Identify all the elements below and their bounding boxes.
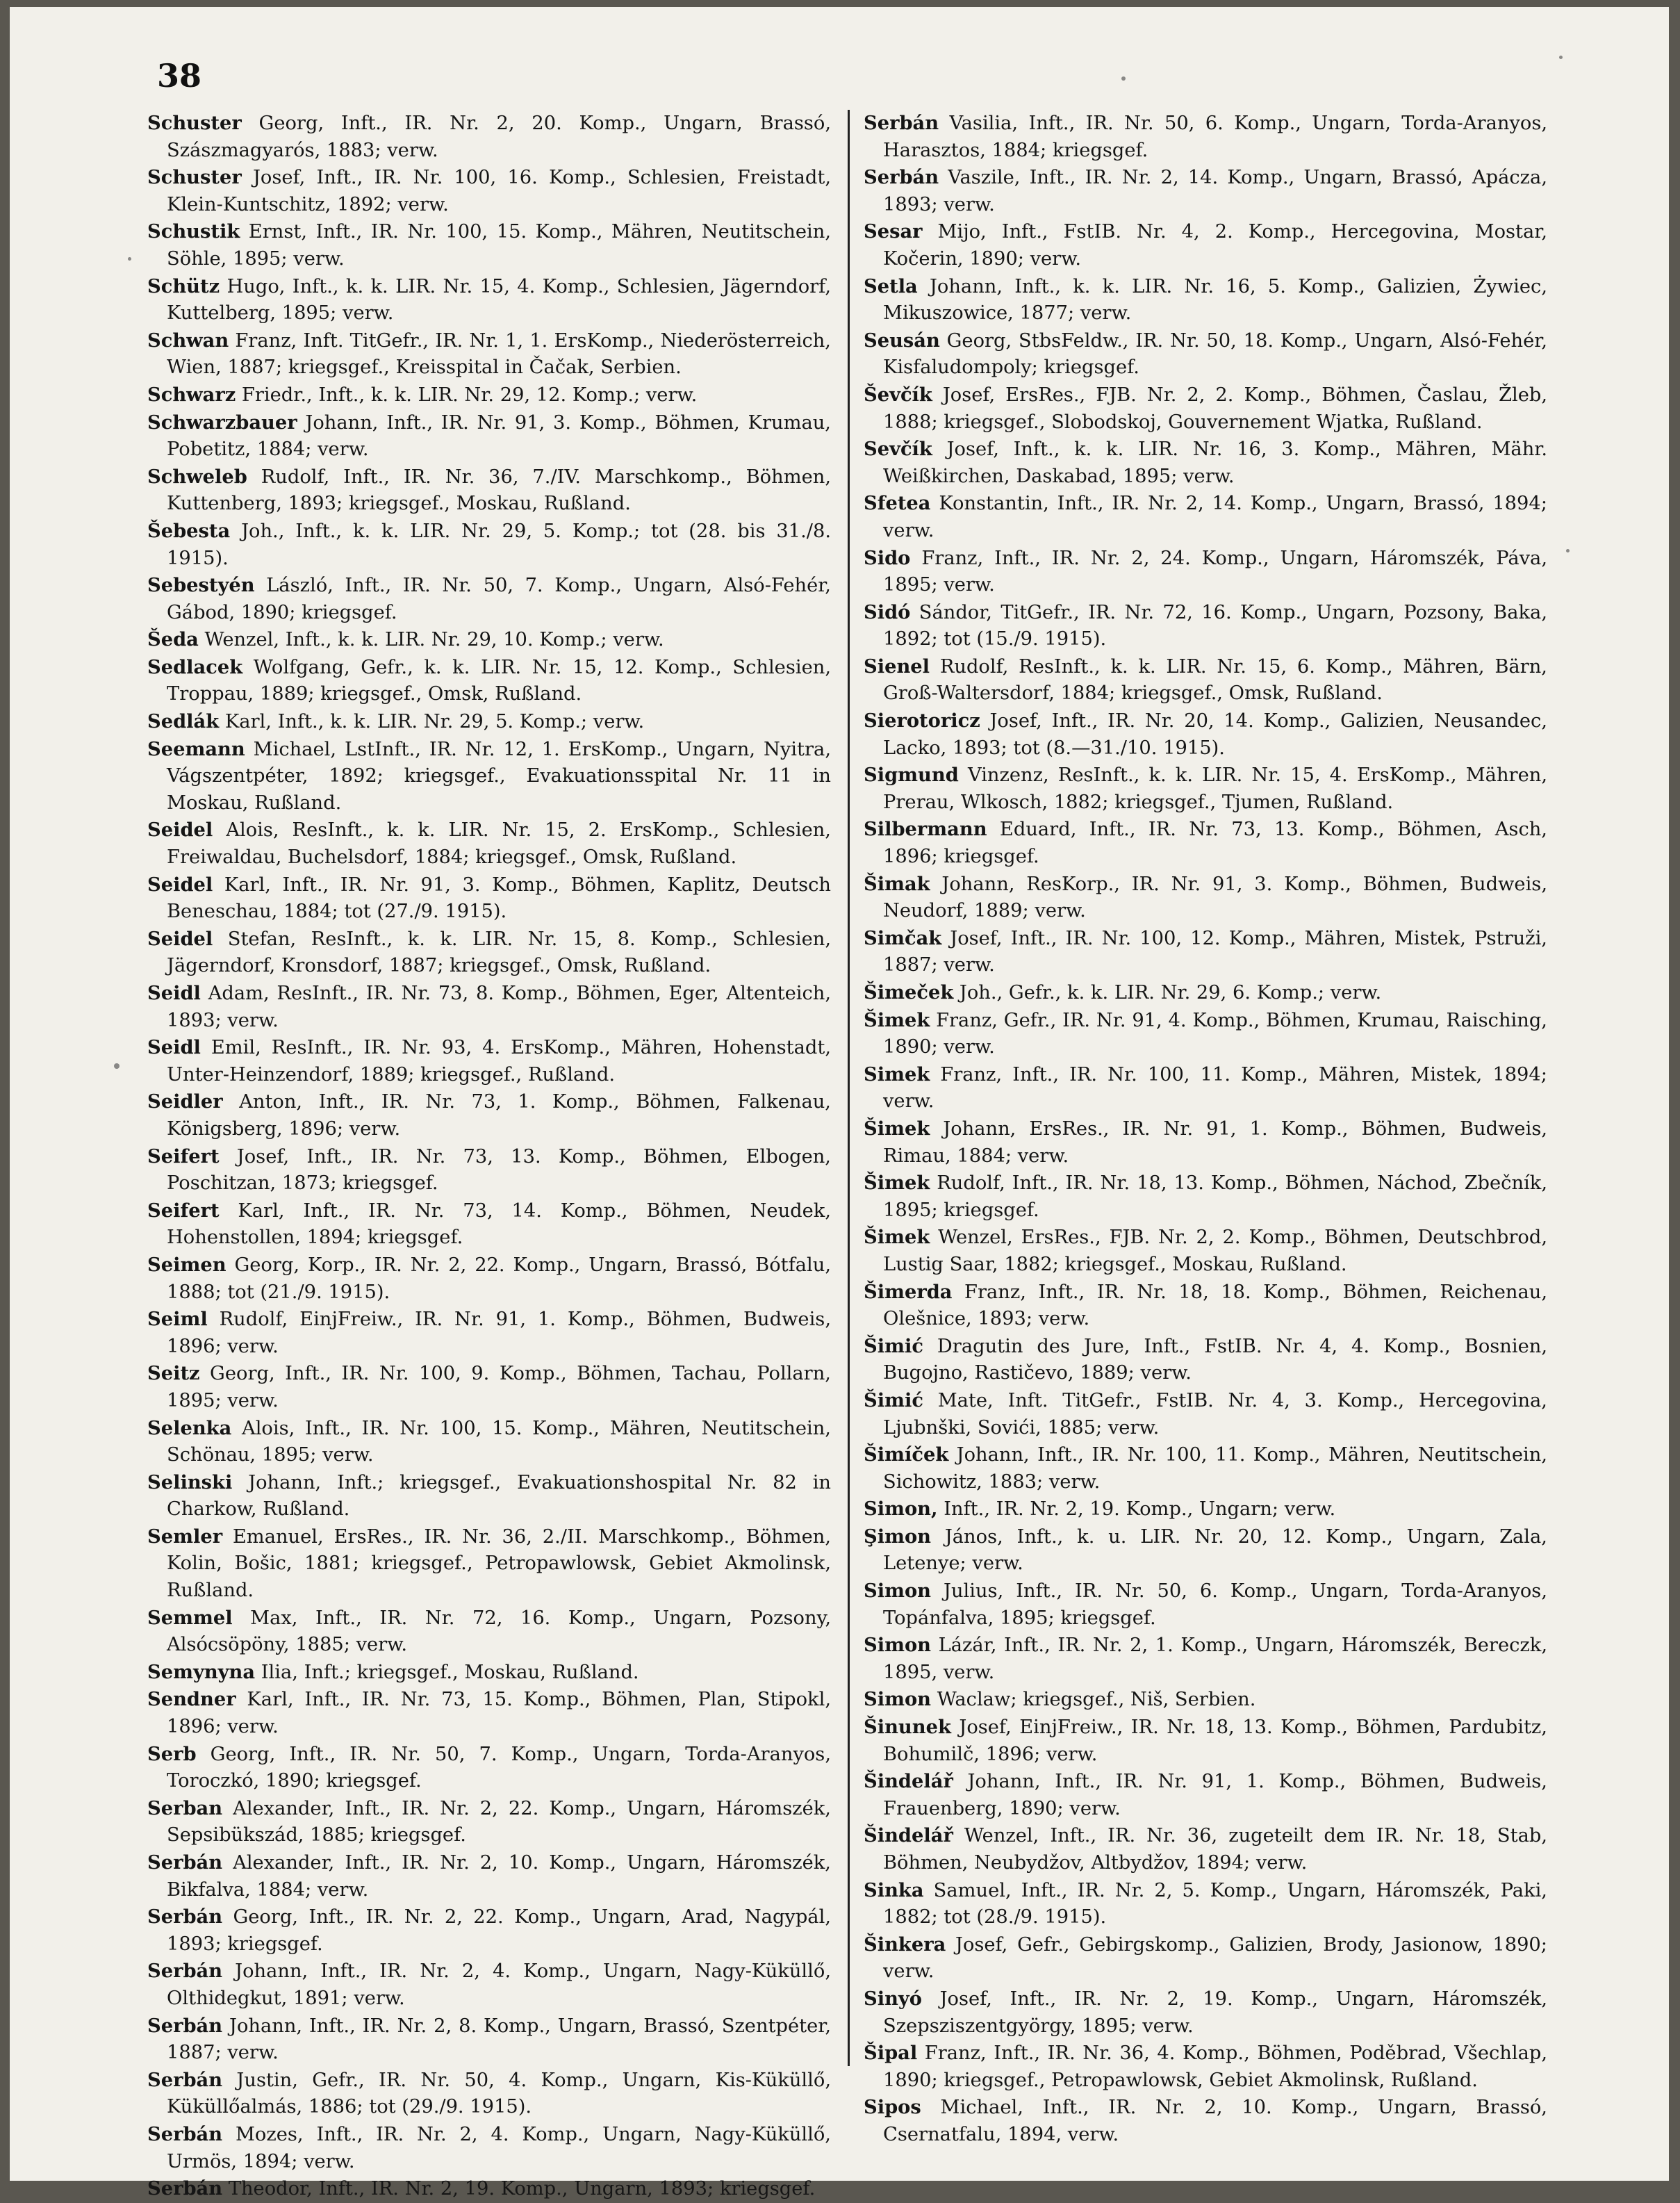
entry-details: Joh., Inft., k. k. LIR. Nr. 29, 5. Komp.; tot (28. bis 31./8. 1915). <box>167 520 831 569</box>
entry-details: Mozes, Inft., IR. Nr. 2, 4. Komp., Ungarn, Nagy-Küküllő, Urmös, 1894; verw. <box>167 2123 831 2172</box>
entry-details: Alexander, Inft., IR. Nr. 2, 10. Komp., Ungarn, Háromszék, Bikfalva, 1884; verw. <box>167 1852 831 1901</box>
entry-surname: Simon <box>864 1688 932 1711</box>
entry-surname: Šeda <box>147 628 199 651</box>
list-item <box>864 762 1547 816</box>
entry-surname: Semmel <box>147 1606 233 1629</box>
entry-surname: Seidel <box>147 927 213 950</box>
list-item <box>147 817 831 871</box>
entry-details: Johann, Inft., IR. Nr. 91, 3. Komp., Böhmen, Krumau, Pobetitz, 1884; verw. <box>167 411 831 461</box>
entry-details: Franz, Inft., IR. Nr. 2, 24. Komp., Ungarn, Háromszék, Páva, 1895; verw. <box>883 547 1547 596</box>
entry-surname: Šimić <box>864 1334 923 1357</box>
entry-details: Johann, Inft., IR. Nr. 2, 4. Komp., Ungarn, Nagy-Küküllő, Olthidegkut, 1891; verw. <box>167 1960 831 2009</box>
entry-details: János, Inft., k. u. LIR. Nr. 20, 12. Komp., Ungarn, Zala, Letenye; verw. <box>883 1525 1547 1575</box>
entry-surname: Sienel <box>864 655 930 678</box>
list-item <box>864 1441 1547 1496</box>
list-item <box>864 1931 1547 1985</box>
entry-details: Rudolf, Inft., IR. Nr. 18, 13. Komp., Böhmen, Náchod, Zbečník, 1895; kriegsgef. <box>883 1172 1547 1221</box>
entry-details: Johann, ErsRes., IR. Nr. 91, 1. Komp., Böhmen, Budweis, Rimau, 1884; verw. <box>883 1117 1547 1167</box>
entry-details: Johann, Inft., IR. Nr. 91, 1. Komp., Böhmen, Budweis, Frauenberg, 1890; verw. <box>883 1771 1547 1819</box>
list-item <box>147 218 831 272</box>
entry-details: Konstantin, Inft., IR. Nr. 2, 14. Komp., Ungarn, Brassó, 1894; verw. <box>883 493 1547 541</box>
entry-details: László, Inft., IR. Nr. 50, 7. Komp., Ungarn, Alsó-Fehér, Gábod, 1890; kriegsgef. <box>167 575 831 623</box>
entry-details: Adam, ResInft., IR. Nr. 73, 8. Komp., Böhmen, Eger, Altenteich, 1893; verw. <box>167 983 831 1031</box>
list-item <box>147 1360 831 1414</box>
list-item <box>147 2013 831 2067</box>
entry-details: Johann, Inft., IR. Nr. 2, 8. Komp., Ungarn, Brassó, Szentpéter, 1887; verw. <box>167 2015 831 2064</box>
entry-surname: Simčak <box>864 926 942 949</box>
list-item <box>864 1224 1547 1278</box>
entry-surname: Şimon <box>864 1525 932 1548</box>
list-item <box>864 382 1547 436</box>
entry-surname: Šimek <box>864 1008 930 1031</box>
entry-details: Wenzel, Inft., IR. Nr. 36, zugeteilt dem IR. Nr. 18, Stab, Böhmen, Neubydžov, Altbydžov, 1894; verw. <box>883 1825 1547 1874</box>
entry-details: Josef, Inft., IR. Nr. 20, 14. Komp., Galizien, Neusandec, Lacko, 1893; tot (8.—31./10. 1915). <box>883 710 1547 759</box>
entry-details: Justin, Gefr., IR. Nr. 50, 4. Komp., Ungarn, Kis-Küküllő, Küküllőalmás, 1886; tot (29./9. 1915). <box>167 2069 831 2118</box>
list-item <box>864 707 1547 762</box>
entry-surname: Schütz <box>147 275 220 297</box>
list-item <box>147 1605 831 1659</box>
entry-surname: Serbán <box>147 2014 223 2037</box>
entry-details: Wenzel, Inft., k. k. LIR. Nr. 29, 10. Komp.; verw. <box>198 629 664 651</box>
entry-surname: Serbán <box>147 2177 223 2200</box>
entry-details: Hugo, Inft., k. k. LIR. Nr. 15, 4. Komp., Schlesien, Jägerndorf, Kuttelberg, 1895; verw. <box>167 275 831 325</box>
list-item <box>864 1714 1547 1768</box>
entry-surname: Simek <box>864 1063 930 1086</box>
entry-surname: Seusán <box>864 329 940 352</box>
entry-surname: Selinski <box>147 1471 233 1493</box>
list-item <box>864 653 1547 707</box>
list-item <box>147 980 831 1034</box>
entry-surname: Simon, <box>864 1498 938 1521</box>
entry-details: Josef, ErsRes., FJB. Nr. 2, 2. Komp., Böhmen, Časlau, Žleb, 1888; kriegsgef., Slobodskoj, Gouvernement Wjatka, Rußland. <box>883 384 1547 433</box>
entry-surname: Sierotoricz <box>864 710 980 732</box>
entry-surname: Serbán <box>147 1851 223 1874</box>
entry-details: Karl, Inft., k. k. LIR. Nr. 29, 5. Komp.; verw. <box>219 711 645 733</box>
page-number: 38 <box>157 57 202 95</box>
entry-surname: Seemann <box>147 737 245 760</box>
list-item <box>147 327 831 382</box>
entry-details: Emil, ResInft., IR. Nr. 93, 4. ErsKomp., Mähren, Hohenstadt, Unter-Heinzendorf, 1889; kriegsgef., Rußland. <box>167 1037 831 1086</box>
list-item <box>147 572 831 626</box>
entry-details: Anton, Inft., IR. Nr. 73, 1. Komp., Böhmen, Falkenau, Königsberg, 1896; verw. <box>167 1091 831 1140</box>
list-item <box>147 464 831 518</box>
entry-details: Friedr., Inft., k. k. LIR. Nr. 29, 12. Komp.; verw. <box>236 384 698 406</box>
entry-details: Franz, Inft. TitGefr., IR. Nr. 1, 1. ErsKomp., Niederösterreich, Wien, 1887; kriegsgef., Kreisspital in Čačak, Serbien. <box>167 329 831 379</box>
left-column <box>147 110 831 2203</box>
entry-details: Franz, Inft., IR. Nr. 18, 18. Komp., Böhmen, Reichenau, Olešnice, 1893; verw. <box>883 1281 1547 1330</box>
entry-details: Johann, Inft., IR. Nr. 100, 11. Komp., Mähren, Neutitschein, Sichowitz, 1883; verw. <box>883 1444 1547 1493</box>
list-item <box>864 545 1547 599</box>
entry-surname: Sinka <box>864 1878 924 1901</box>
entry-surname: Serbán <box>864 166 939 189</box>
list-item <box>147 1795 831 1849</box>
entry-surname: Serban <box>147 1796 223 1819</box>
list-item <box>864 1007 1547 1061</box>
entry-details: Josef, Inft., IR. Nr. 100, 12. Komp., Mähren, Mistek, Pstruži, 1887; verw. <box>883 927 1547 976</box>
list-item <box>147 1958 831 2012</box>
entry-details: Max, Inft., IR. Nr. 72, 16. Komp., Ungarn, Pozsony, Alsócsöpöny, 1885; verw. <box>167 1607 831 1656</box>
entry-details: Michael, LstInft., IR. Nr. 12, 1. ErsKomp., Ungarn, Nyitra, Vágszentpéter, 1892; kriegsgef., Evakuationsspital Nr. 11 in Moskau, Rußland. <box>167 738 831 814</box>
entry-details: Ilia, Inft.; kriegsgef., Moskau, Rußland. <box>255 1661 639 1683</box>
entry-details: Wenzel, ErsRes., FJB. Nr. 2, 2. Komp., Böhmen, Deutschbrod, Lustig Saar, 1882; kriegsgef., Moskau, Rußland. <box>883 1227 1547 1275</box>
entry-details: Franz, Inft., IR. Nr. 100, 11. Komp., Mähren, Mistek, 1894; verw. <box>883 1063 1547 1113</box>
entry-surname: Šimek <box>864 1226 930 1249</box>
list-item <box>864 1578 1547 1632</box>
entry-details: Georg, Inft., IR. Nr. 50, 7. Komp., Ungarn, Torda-Aranyos, Toroczkó, 1890; kriegsgef. <box>167 1743 831 1792</box>
list-item <box>864 1822 1547 1876</box>
list-item <box>147 2067 831 2121</box>
entry-details: Rudolf, Inft., IR. Nr. 36, 7./IV. Marschkomp., Böhmen, Kuttenberg, 1893; kriegsgef., Moskau, Rußland. <box>167 466 831 515</box>
list-item <box>864 979 1547 1007</box>
entry-surname: Seidel <box>147 873 213 896</box>
list-item <box>147 1903 831 1958</box>
entry-surname: Šimić <box>864 1389 923 1411</box>
scan-speck <box>114 1063 120 1069</box>
entry-details: Johann, Inft.; kriegsgef., Evakuationshospital Nr. 82 in Charkow, Rußland. <box>167 1471 831 1521</box>
entry-details: Vasilia, Inft., IR. Nr. 50, 6. Komp., Ungarn, Torda-Aranyos, Harasztos, 1884; kriegsgef. <box>883 113 1547 161</box>
entry-details: Wolfgang, Gefr., k. k. LIR. Nr. 15, 12. Komp., Schlesien, Troppau, 1889; kriegsgef., Omsk, Rußland. <box>167 656 831 705</box>
entry-details: Alois, Inft., IR. Nr. 100, 15. Komp., Mähren, Neutitschein, Schönau, 1895; verw. <box>167 1417 831 1466</box>
entry-details: Josef, EinjFreiw., IR. Nr. 18, 13. Komp., Böhmen, Pardubitz, Bohumilč, 1896; verw. <box>883 1717 1547 1765</box>
entry-surname: Seitz <box>147 1362 200 1385</box>
entry-surname: Sinyó <box>864 1987 922 2010</box>
list-item <box>864 1768 1547 1822</box>
entry-details: Stefan, ResInft., k. k. LIR. Nr. 15, 8. Komp., Schlesien, Jägerndorf, Kronsdorf, 1887; kriegsgef., Omsk, Rußland. <box>167 928 831 977</box>
entry-surname: Sesar <box>864 220 923 243</box>
list-item <box>147 1659 831 1687</box>
entry-details: Karl, Inft., IR. Nr. 91, 3. Komp., Böhmen, Kaplitz, Deutsch Beneschau, 1884; tot (27./9. 1915). <box>167 874 831 923</box>
list-item <box>864 1985 1547 2040</box>
column-divider <box>848 110 850 2066</box>
list-item <box>864 925 1547 979</box>
scan-speck <box>1559 56 1563 59</box>
entry-surname: Sedlák <box>147 710 220 733</box>
entry-surname: Silbermann <box>864 818 987 841</box>
list-item <box>147 1523 831 1605</box>
entry-surname: Schustik <box>147 220 240 243</box>
entry-details: Rudolf, ResInft., k. k. LIR. Nr. 15, 6. Komp., Mähren, Bärn, Groß-Waltersdorf, 1884; kriegsgef., Omsk, Rußland. <box>883 655 1547 705</box>
entry-surname: Šimeček <box>864 981 954 1004</box>
entry-surname: Sipos <box>864 2096 921 2119</box>
list-item <box>864 110 1547 164</box>
list-item <box>864 1496 1547 1523</box>
list-item <box>147 871 831 926</box>
entry-details: Rudolf, EinjFreiw., IR. Nr. 91, 1. Komp., Böhmen, Budweis, 1896; verw. <box>167 1309 831 1357</box>
entry-surname: Sebestyén <box>147 574 255 597</box>
entry-details: Emanuel, ErsRes., IR. Nr. 36, 2./II. Marschkomp., Böhmen, Kolin, Bošic, 1881; kriegsgef., Petropawlowsk, Gebiet Akmolinsk, Rußland. <box>167 1525 831 1602</box>
list-item <box>147 736 831 817</box>
list-item <box>864 490 1547 544</box>
entry-details: Johann, ResKorp., IR. Nr. 91, 3. Komp., Böhmen, Budweis, Neudorf, 1889; verw. <box>883 873 1547 922</box>
list-item <box>864 273 1547 327</box>
entry-surname: Šinkera <box>864 1933 946 1956</box>
entry-details: Theodor, Inft., IR. Nr. 2, 19. Komp., Ungarn, 1893; kriegsgef. <box>222 2178 816 2200</box>
entry-surname: Semynyna <box>147 1660 256 1683</box>
entry-surname: Sedlacek <box>147 655 243 678</box>
entry-surname: Seifert <box>147 1145 220 1168</box>
entry-surname: Setla <box>864 275 918 297</box>
entry-surname: Šindelář <box>864 1770 953 1793</box>
entry-details: Julius, Inft., IR. Nr. 50, 6. Komp., Ungarn, Torda-Aranyos, Topánfalva, 1895; kriegsgef. <box>883 1580 1547 1629</box>
list-item <box>147 708 831 736</box>
list-item <box>147 1252 831 1306</box>
entry-surname: Serb <box>147 1742 197 1765</box>
entry-details: Mijo, Inft., FstIB. Nr. 4, 2. Komp., Hercegovina, Mostar, Kočerin, 1890; verw. <box>883 221 1547 270</box>
entry-surname: Seidler <box>147 1090 223 1113</box>
entry-details: Michael, Inft., IR. Nr. 2, 10. Komp., Ungarn, Brassó, Csernatfalu, 1894, verw. <box>883 2097 1547 2145</box>
list-item <box>864 599 1547 653</box>
entry-surname: Schwarz <box>147 383 236 406</box>
entry-surname: Šimíček <box>864 1443 949 1466</box>
entry-surname: Sigmund <box>864 764 959 787</box>
entry-surname: Šimak <box>864 872 930 895</box>
list-item <box>147 1469 831 1523</box>
entry-details: Lázár, Inft., IR. Nr. 2, 1. Komp., Ungarn, Háromszék, Bereczk, 1895, verw. <box>883 1635 1547 1683</box>
list-item <box>147 2121 831 2175</box>
list-item <box>147 1034 831 1088</box>
entry-surname: Šipal <box>864 2042 918 2065</box>
entry-details: Johann, Inft., k. k. LIR. Nr. 16, 5. Komp., Galizien, Żywiec, Mikuszowice, 1877; verw. <box>883 275 1547 325</box>
entry-details: Karl, Inft., IR. Nr. 73, 15. Komp., Böhmen, Plan, Stipokl, 1896; verw. <box>167 1689 831 1738</box>
list-item <box>864 1333 1547 1387</box>
scan-speck <box>1566 549 1570 552</box>
entry-surname: Sevčík <box>864 438 932 461</box>
list-item <box>147 926 831 980</box>
entry-surname: Sendner <box>147 1688 236 1711</box>
entry-details: Vaszile, Inft., IR. Nr. 2, 14. Komp., Ungarn, Brassó, Apácza, 1893; verw. <box>883 167 1547 215</box>
entry-surname: Semler <box>147 1525 223 1548</box>
list-item <box>864 2094 1547 2148</box>
list-item <box>864 1279 1547 1333</box>
list-item <box>147 1306 831 1360</box>
list-item <box>147 1197 831 1252</box>
list-item <box>864 164 1547 218</box>
entry-surname: Simon <box>864 1634 932 1657</box>
entry-details: Mate, Inft. TitGefr., FstIB. Nr. 4, 3. Komp., Hercegovina, Ljubnški, Sovići, 1885; verw. <box>883 1389 1547 1439</box>
list-item <box>864 1061 1547 1115</box>
scan-speck <box>128 257 131 261</box>
entry-surname: Selenka <box>147 1416 232 1439</box>
list-item <box>147 1143 831 1197</box>
list-item <box>864 1170 1547 1224</box>
scan-speck <box>1121 76 1126 81</box>
list-item <box>147 1415 831 1469</box>
entry-details: Joh., Gefr., k. k. LIR. Nr. 29, 6. Komp.; verw. <box>953 982 1382 1004</box>
list-item <box>864 2040 1547 2094</box>
list-item <box>147 1741 831 1795</box>
list-item <box>864 1686 1547 1714</box>
entry-details: Alois, ResInft., k. k. LIR. Nr. 15, 2. ErsKomp., Schlesien, Freiwaldau, Buchelsdorf, 1884; kriegsgef., Omsk, Rußland. <box>167 819 831 869</box>
entry-surname: Serbán <box>147 2068 223 2091</box>
entry-details: Waclaw; kriegsgef., Niš, Serbien. <box>931 1689 1256 1711</box>
list-item <box>864 1115 1547 1170</box>
list-item <box>147 654 831 708</box>
list-item <box>147 409 831 464</box>
list-item <box>147 382 831 409</box>
entry-surname: Serbán <box>864 112 939 134</box>
entry-surname: Šebesta <box>147 519 231 542</box>
entry-details: Sándor, TitGefr., IR. Nr. 72, 16. Komp., Ungarn, Pozsony, Baka, 1892; tot (15./9. 1915). <box>883 601 1547 650</box>
entry-surname: Schweleb <box>147 465 247 488</box>
entry-details: Inft., IR. Nr. 2, 19. Komp., Ungarn; verw. <box>937 1498 1336 1521</box>
entry-surname: Šindelář <box>864 1824 953 1847</box>
entry-surname: Serbán <box>147 1906 223 1928</box>
entry-surname: Serbán <box>147 2122 223 2145</box>
entry-details: Dragutin des Jure, Inft., FstIB. Nr. 4, 4. Komp., Bosnien, Bugojno, Rastičevo, 1889; verw. <box>883 1335 1547 1384</box>
entry-surname: Sfetea <box>864 492 931 515</box>
list-item <box>147 110 831 164</box>
entry-surname: Seidl <box>147 1036 201 1059</box>
entry-details: Georg, StbsFeldw., IR. Nr. 50, 18. Komp., Ungarn, Alsó-Fehér, Kisfaludompoly; kriegsgef. <box>883 329 1547 379</box>
entry-details: Georg, Inft., IR. Nr. 2, 22. Komp., Ungarn, Arad, Nagypál, 1893; kriegsgef. <box>167 1906 831 1955</box>
list-item <box>147 164 831 218</box>
entry-surname: Simon <box>864 1580 932 1603</box>
entry-details: Vinzenz, ResInft., k. k. LIR. Nr. 15, 4. ErsKomp., Mähren, Prerau, Wlkosch, 1882; kriegsgef., Tjumen, Rußland. <box>883 764 1547 813</box>
list-item <box>864 1632 1547 1686</box>
entry-details: Samuel, Inft., IR. Nr. 2, 5. Komp., Ungarn, Háromszék, Paki, 1882; tot (28./9. 1915). <box>883 1879 1547 1928</box>
entry-details: Ernst, Inft., IR. Nr. 100, 15. Komp., Mähren, Neutitschein, Söhle, 1895; verw. <box>167 221 831 270</box>
entry-surname: Schwarzbauer <box>147 411 297 434</box>
list-item <box>147 1849 831 1903</box>
entry-surname: Seifert <box>147 1199 220 1222</box>
list-item <box>147 2175 831 2203</box>
entry-surname: Šimek <box>864 1172 930 1195</box>
entry-surname: Schwan <box>147 329 229 352</box>
list-item <box>147 626 831 654</box>
entry-details: Josef, Gefr., Gebirgskomp., Galizien, Brody, Jasionow, 1890; verw. <box>883 1933 1547 1983</box>
list-item <box>864 218 1547 272</box>
entry-surname: Sido <box>864 546 911 569</box>
entry-details: Karl, Inft., IR. Nr. 73, 14. Komp., Böhmen, Neudek, Hohenstollen, 1894; kriegsgef. <box>167 1199 831 1249</box>
entry-details: Josef, Inft., IR. Nr. 2, 19. Komp., Ungarn, Háromszék, Szepsziszentgyörgy, 1895; verw. <box>883 1988 1547 2037</box>
list-item <box>147 1088 831 1143</box>
list-item <box>147 1686 831 1740</box>
list-item <box>864 1523 1547 1578</box>
entry-surname: Seiml <box>147 1308 208 1331</box>
entry-details: Franz, Inft., IR. Nr. 36, 4. Komp., Böhmen, Poděbrad, Všechlap, 1890; kriegsgef., Petropawlowsk, Gebiet Akmolinsk, Rußland. <box>883 2042 1547 2091</box>
entry-details: Josef, Inft., IR. Nr. 100, 16. Komp., Schlesien, Freistadt, Klein-Kuntschitz, 1892; verw. <box>167 167 831 215</box>
entry-details: Franz, Gefr., IR. Nr. 91, 4. Komp., Böhmen, Krumau, Raisching, 1890; verw. <box>883 1009 1547 1058</box>
right-column <box>864 110 1547 2149</box>
list-item <box>864 871 1547 925</box>
entry-surname: Seidel <box>147 819 213 842</box>
entry-surname: Schuster <box>147 112 242 134</box>
list-item <box>864 816 1547 870</box>
entry-surname: Seidl <box>147 982 201 1004</box>
entry-surname: Šimek <box>864 1117 930 1140</box>
entry-details: Josef, Inft., IR. Nr. 73, 13. Komp., Böhmen, Elbogen, Poschitzan, 1873; kriegsgef. <box>167 1145 831 1195</box>
entry-surname: Ševčík <box>864 383 932 406</box>
entry-surname: Serbán <box>147 1960 223 1983</box>
entry-surname: Šinunek <box>864 1716 951 1739</box>
list-item <box>864 436 1547 490</box>
entry-surname: Seimen <box>147 1253 227 1276</box>
entry-details: Eduard, Inft., IR. Nr. 73, 13. Komp., Böhmen, Asch, 1896; kriegsgef. <box>883 819 1547 868</box>
list-item <box>147 518 831 572</box>
entry-details: Josef, Inft., k. k. LIR. Nr. 16, 3. Komp., Mähren, Mähr. Weißkirchen, Daskabad, 1895; verw. <box>883 439 1547 487</box>
document-page <box>10 7 1669 2200</box>
entry-details: Georg, Inft., IR. Nr. 2, 20. Komp., Ungarn, Brassó, Szászmagyarós, 1883; verw. <box>167 113 831 161</box>
entry-details: Georg, Inft., IR. Nr. 100, 9. Komp., Böhmen, Tachau, Pollarn, 1895; verw. <box>167 1363 831 1411</box>
entry-surname: Sidó <box>864 600 911 623</box>
entry-details: Georg, Korp., IR. Nr. 2, 22. Komp., Ungarn, Brassó, Bótfalu, 1888; tot (21./9. 1915). <box>167 1254 831 1303</box>
list-item <box>147 273 831 327</box>
entry-surname: Schuster <box>147 166 242 189</box>
list-item <box>864 1387 1547 1441</box>
list-item <box>864 1877 1547 1931</box>
entry-surname: Šimerda <box>864 1280 953 1303</box>
list-item <box>864 327 1547 382</box>
entry-details: Alexander, Inft., IR. Nr. 2, 22. Komp., Ungarn, Háromszék, Sepsibükszád, 1885; kriegsgef. <box>167 1797 831 1846</box>
